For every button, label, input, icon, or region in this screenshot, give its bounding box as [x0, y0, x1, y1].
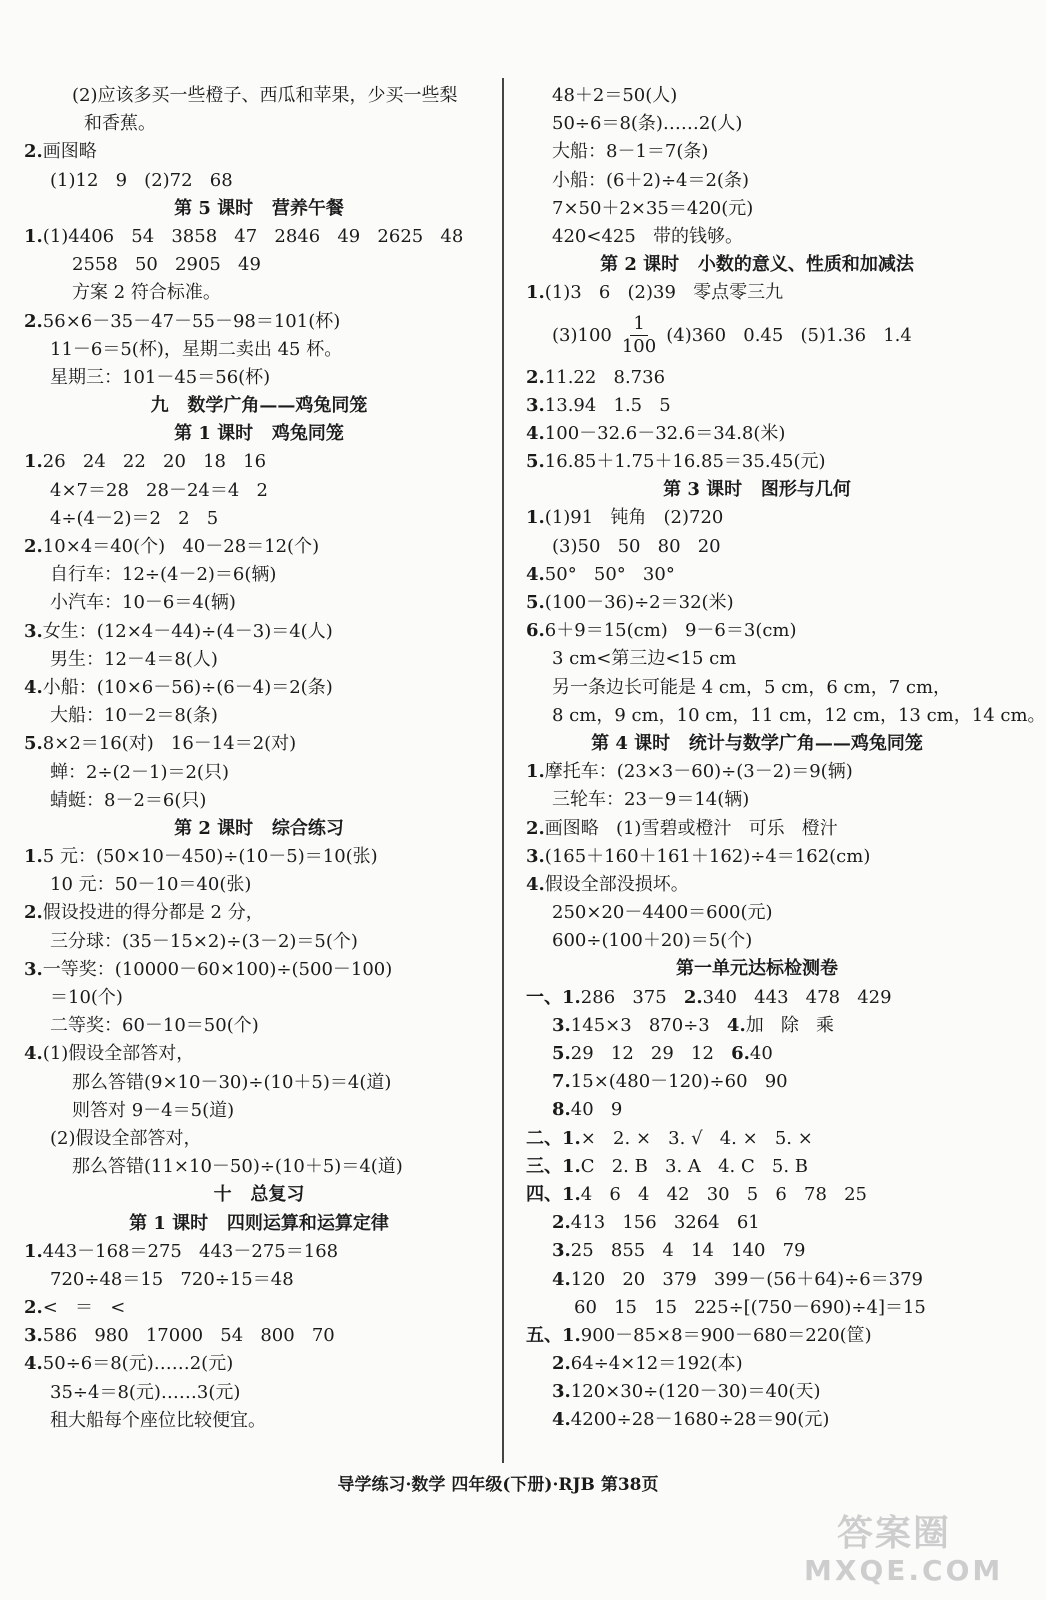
text-line: ＝10(个) [50, 987, 123, 1008]
text-line: (3)50 50 80 20 [552, 535, 721, 557]
answer-text: 11.22 8.736 [544, 366, 666, 388]
text-line: 三分球：(35－15×2)÷(3－2)＝5(个) [50, 930, 358, 952]
question-item [24, 448, 494, 476]
question-number: 3. [24, 958, 43, 980]
question-number: 7. [552, 1071, 571, 1093]
answer-text: 64÷4×12＝192(本) [570, 1353, 743, 1375]
question-item [24, 674, 494, 702]
text-line: 60 15 15 225÷[(750－690)÷4]＝15 [574, 1296, 926, 1318]
question-number: 1. [526, 282, 545, 304]
answer-text: × 2. × 3. √ 4. × 5. × [580, 1127, 813, 1149]
question-item [526, 617, 988, 645]
answer-text: 29 12 29 12 [570, 1043, 732, 1064]
answer-text: 小船：(10×6－56)÷(6－4)＝2(条) [42, 676, 333, 698]
question-item [24, 899, 494, 927]
question-number: 5. [552, 1043, 571, 1064]
question-number: 4. [24, 1043, 43, 1065]
question-item [526, 1322, 988, 1350]
question-item [526, 758, 988, 786]
chapter-heading: 九 数学广角——鸡兔同笼 [150, 395, 368, 417]
answer-text: 40 [749, 1043, 773, 1064]
text-line: 小船：(6＋2)÷4＝2(条) [552, 169, 749, 191]
question-item [526, 589, 988, 617]
text-line: 600÷(100＋20)＝5(个) [552, 930, 753, 952]
question-number: 4. [552, 1409, 571, 1431]
question-number: 2. [24, 902, 43, 924]
question-item [526, 1040, 988, 1068]
question-item [526, 843, 988, 871]
answer-text: 加 除 乘 [745, 1014, 835, 1036]
answer-text: 假设投进的得分都是 2 分， [42, 902, 264, 924]
text-line: 420<425 带的钱够。 [552, 225, 743, 247]
question-item [24, 1238, 494, 1266]
question-item [526, 1181, 988, 1209]
section-heading: 第 2 课时 综合练习 [174, 817, 344, 839]
question-number: 4. [526, 873, 545, 895]
answer-text: (100－36)÷2＝32(米) [544, 592, 734, 613]
answer-text: 900－85×8＝900－680＝220(筐) [580, 1324, 872, 1346]
section-heading: 第 2 课时 小数的意义、性质和加减法 [600, 254, 914, 276]
answer-text: 26 24 22 20 18 16 [42, 451, 267, 473]
question-number: 2. [683, 986, 703, 1008]
answer-text: (1)4406 54 3858 47 2846 49 2625 48 [42, 225, 464, 247]
text-line: 35÷4＝8(元)……3(元) [50, 1381, 241, 1403]
text-line: 48＋2＝50(人) [552, 85, 678, 106]
question-number: 4. [552, 1268, 571, 1290]
answer-text: < ＝ < [42, 1297, 126, 1319]
text-line: 男生：12－4＝8(人) [50, 648, 218, 670]
question-number: 4. [24, 676, 43, 698]
answer-text: 413 156 3264 61 [570, 1212, 760, 1234]
question-item [24, 618, 494, 646]
question-number: 1. [24, 225, 43, 247]
answer-text: 4 6 4 42 30 5 6 78 25 [580, 1183, 867, 1205]
answer-text: C 2. B 3. A 4. C 5. B [580, 1155, 809, 1177]
text-line: 小汽车：10－6＝4(辆) [50, 592, 236, 614]
text-line: 另一条边长可能是 4 cm，5 cm，6 cm，7 cm， [552, 676, 952, 698]
text-line: 250×20－4400＝600(元) [552, 902, 773, 924]
question-item [526, 1350, 988, 1378]
question-item [526, 1209, 988, 1237]
answer-text: 13.94 1.5 5 [544, 394, 671, 416]
text-line: 和香蕉。 [84, 113, 156, 135]
answer-text: 6＋9＝15(cm) 9－6＝3(cm) [544, 620, 797, 642]
question-item [24, 1350, 494, 1378]
text-line: (2)假设全部答对， [50, 1127, 202, 1149]
question-number: 2. [24, 536, 43, 557]
question-number: 5. [526, 451, 545, 473]
question-number: 四、1. [526, 1183, 581, 1205]
question-number: 2. [552, 1212, 571, 1234]
answer-text: 10×4＝40(个) 40－28＝12(个) [42, 536, 320, 557]
question-item [526, 1406, 988, 1434]
question-item [24, 730, 494, 758]
text-line: 2558 50 2905 49 [72, 254, 261, 276]
text-line: 3 cm<第三边<15 cm [552, 648, 737, 670]
text-line: (2)应该多买一些橙子、西瓜和苹果，少买一些梨 [72, 85, 458, 106]
answer-text: 50° 50° 30° [544, 563, 675, 585]
question-number: 3. [24, 1325, 43, 1347]
answer-text: (1)91 钝角 (2)720 [544, 507, 724, 529]
question-number: 2. [552, 1353, 571, 1375]
text-line: 大船：8－1＝7(条) [552, 141, 709, 163]
section-heading: 第 1 课时 四则运算和运算定律 [129, 1212, 389, 1234]
question-item [526, 1125, 988, 1153]
question-item [24, 138, 494, 166]
answer-text: 100－32.6－32.6＝34.8(米) [544, 422, 786, 444]
text-line: 4÷(4－2)＝2 2 5 [50, 507, 219, 529]
question-item [24, 843, 494, 871]
text-line: 50÷6＝8(条)……2(人) [552, 113, 743, 135]
answer-text: (1)假设全部答对， [42, 1043, 195, 1065]
question-item [24, 956, 494, 984]
text-line: 蝉：2÷(2－1)＝2(只) [50, 761, 229, 783]
fraction-line [526, 308, 988, 364]
question-item [526, 364, 988, 392]
question-item [24, 1322, 494, 1350]
text-line: 那么答错(9×10－30)÷(10＋5)＝4(道) [72, 1071, 392, 1093]
watermark-logo [804, 1512, 1004, 1590]
question-number: 6. [731, 1043, 750, 1064]
answer-text: 120×30÷(120－30)＝40(天) [570, 1381, 821, 1403]
text-line: 租大船每个座位比较便宜。 [50, 1409, 266, 1431]
section-heading: 第 4 课时 统计与数学广角——鸡兔同笼 [591, 732, 923, 754]
question-number: 二、1. [526, 1127, 581, 1149]
section-heading: 第 3 课时 图形与几何 [663, 479, 851, 501]
right-column [526, 82, 1046, 1435]
question-number: 4. [526, 563, 545, 585]
answer-text: 56×6－35－47－55－98＝101(杯) [42, 310, 341, 332]
question-item [526, 984, 988, 1012]
answer-text: 145×3 870÷3 [570, 1014, 727, 1036]
question-number: 1. [526, 507, 545, 529]
question-item [526, 1378, 988, 1406]
question-number: 三、1. [526, 1155, 581, 1177]
text-line: 方案 2 符合标准。 [72, 282, 221, 304]
answer-text: (1)3 6 (2)39 零点零三九 [544, 282, 784, 304]
answer-text: (4)360 0.45 (5)1.36 1.4 [666, 324, 912, 346]
text-line: 8 cm，9 cm，10 cm，11 cm，12 cm，13 cm，14 cm。 [552, 704, 1046, 726]
text-line: 7×50＋2×35＝420(元) [552, 197, 754, 219]
question-number: 5. [24, 733, 43, 755]
question-item [526, 1153, 988, 1181]
section-heading: 第 1 课时 鸡兔同笼 [174, 423, 344, 445]
question-number: 4. [726, 1014, 746, 1036]
question-item [526, 1237, 988, 1265]
text-line: 10 元：50－10＝40(张) [50, 874, 252, 896]
text-line: 蜻蜓：8－2＝6(只) [50, 789, 207, 811]
page-footer: 导学练习·数学 四年级(下册)·RJB 第38页 [337, 1475, 659, 1495]
question-number: 2. [526, 366, 545, 388]
question-number: 1. [526, 761, 545, 783]
question-number: 2. [526, 817, 545, 839]
question-number: 8. [552, 1099, 571, 1121]
question-number: 3. [552, 1240, 571, 1262]
fraction-denominator: 100 [621, 336, 657, 357]
question-item [24, 1294, 494, 1322]
question-number: 2. [24, 310, 43, 332]
question-item [24, 308, 494, 336]
answer-text: 一等奖：(10000－60×100)÷(500－100) [42, 958, 393, 980]
answer-text: 假设全部没损坏。 [544, 873, 689, 895]
answer-text: 50÷6＝8(元)……2(元) [42, 1353, 234, 1375]
watermark-url: MXQE.COM [804, 1554, 1004, 1587]
question-number: 3. [526, 394, 545, 416]
text-line: (1)12 9 (2)72 68 [50, 169, 233, 191]
question-number: 1. [24, 1240, 43, 1262]
question-item [526, 392, 988, 420]
question-number: 2. [24, 141, 43, 163]
text-line: 720÷48＝15 720÷15＝48 [50, 1268, 294, 1290]
answer-text: 286 375 [580, 986, 684, 1008]
answer-text: 340 443 478 429 [702, 986, 892, 1008]
text-line: 三轮车：23－9＝14(辆) [552, 789, 750, 811]
question-item [526, 1068, 988, 1096]
question-number: 2. [24, 1297, 43, 1319]
answer-text: 120 20 379 399－(56＋64)÷6＝379 [570, 1268, 924, 1290]
text-line: 星期三：101－45＝56(杯) [50, 366, 271, 388]
question-item [526, 420, 988, 448]
watermark-text: 答案圈 [836, 1513, 951, 1554]
answer-text: 女生：(12×4－44)÷(4－3)＝4(人) [42, 620, 333, 642]
text-line: 11－6＝5(杯)，星期二卖出 45 杯。 [50, 338, 343, 360]
answer-text: (3)100 [552, 324, 612, 346]
question-number: 3. [24, 620, 43, 642]
text-line: 则答对 9－4＝5(道) [72, 1099, 235, 1121]
question-number: 4. [24, 1353, 43, 1375]
answer-text: 画图略 (1)雪碧或橙汁 可乐 橙汁 [544, 817, 838, 839]
text-line: 自行车：12÷(4－2)＝6(辆) [50, 564, 277, 586]
left-column [24, 82, 494, 1435]
section-heading: 第一单元达标检测卷 [676, 958, 838, 980]
question-item [526, 815, 988, 843]
question-number: 1. [24, 451, 43, 473]
question-number: 3. [552, 1381, 571, 1403]
question-number: 3. [552, 1014, 571, 1036]
fraction [622, 313, 656, 358]
question-number: 3. [526, 845, 545, 867]
text-line: 大船：10－2＝8(条) [50, 705, 218, 727]
question-number: 6. [526, 620, 545, 642]
chapter-heading: 十 总复习 [213, 1184, 305, 1206]
answer-text: 5 元：(50×10－450)÷(10－5)＝10(张) [42, 846, 378, 868]
question-item [24, 1040, 494, 1068]
answer-text: 4200÷28－1680÷28＝90(元) [570, 1409, 830, 1431]
answer-text: 25 855 4 14 140 79 [570, 1240, 806, 1262]
answer-text: 摩托车：(23×3－60)÷(3－2)＝9(辆) [544, 761, 853, 783]
answer-text: 443－168＝275 443－275＝168 [42, 1240, 339, 1262]
question-item [526, 871, 988, 899]
answer-text: 16.85＋1.75＋16.85＝35.45(元) [544, 451, 826, 473]
column-divider [502, 78, 504, 1463]
question-item [526, 1012, 988, 1040]
question-item [526, 279, 988, 307]
question-number: 一、1. [526, 986, 581, 1008]
text-line: 4×7＝28 28－24＝4 2 [50, 479, 268, 501]
question-item [24, 533, 494, 561]
question-item [526, 504, 988, 532]
question-item [526, 448, 988, 476]
question-item [24, 223, 494, 251]
question-item [526, 561, 988, 589]
fraction-numerator: 1 [630, 313, 647, 336]
answer-text: 586 980 17000 54 800 70 [42, 1325, 335, 1347]
text-line: 二等奖：60－10＝50(个) [50, 1015, 259, 1037]
question-item [526, 1096, 988, 1124]
question-number: 1. [24, 846, 43, 868]
question-number: 五、1. [526, 1324, 581, 1346]
answer-text: 8×2＝16(对) 16－14＝2(对) [42, 733, 297, 755]
question-item [526, 1266, 988, 1294]
answer-text: 15×(480－120)÷60 90 [570, 1071, 788, 1093]
question-number: 4. [526, 422, 545, 444]
section-heading: 第 5 课时 营养午餐 [174, 197, 344, 219]
answer-text: (165＋160＋161＋162)÷4＝162(cm) [544, 845, 871, 867]
answer-text: 40 9 [570, 1099, 623, 1121]
question-number: 5. [526, 592, 545, 613]
answer-text: 画图略 [42, 141, 97, 163]
text-line: 那么答错(11×10－50)÷(10＋5)＝4(道) [72, 1156, 403, 1178]
